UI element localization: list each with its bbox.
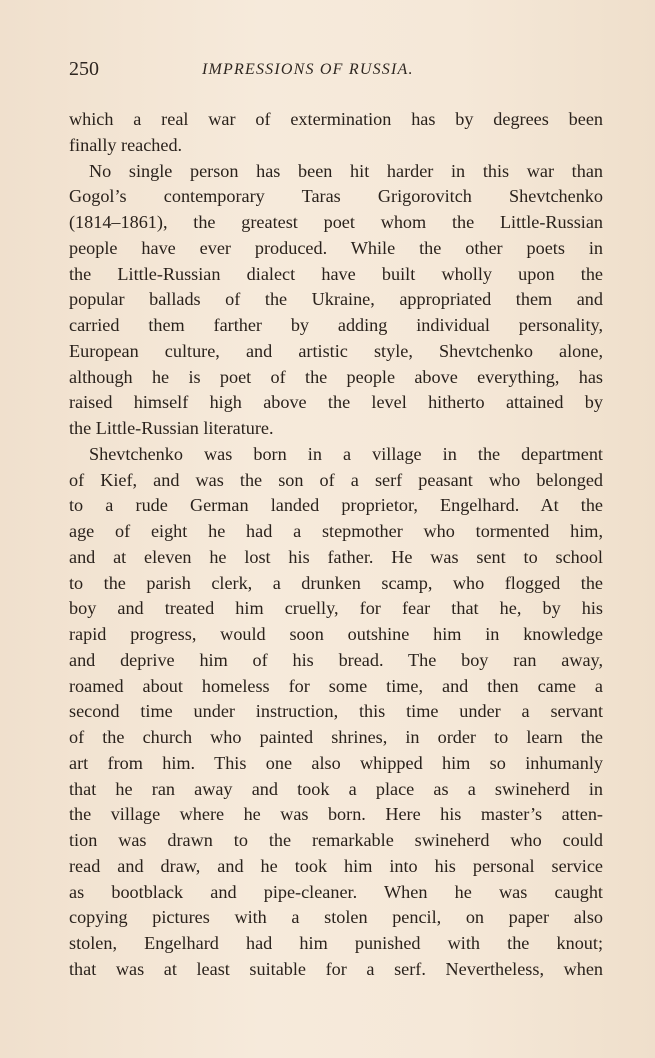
text-line: popular ballads of the Ukraine, appropriated them and [69,289,603,310]
text-line: people have ever produced. While the other poets in [69,237,603,258]
page-header [69,58,604,86]
text-line: No single person has been hit harder in this war than [89,160,603,181]
text-line: carried them farther by adding individual personality, [69,315,603,335]
text-line: the village where he was born. Here his master’s atten- [69,804,603,825]
text-line: European culture, and artistic style, Shevtchenko alone, [69,340,603,361]
text-line: that he ran away and took a place as a swineherd in [69,778,603,799]
text-line: finally reached. [69,134,183,155]
text-line: roamed about homeless for some time, and then came a [69,675,603,696]
page-number: 250 [69,58,99,80]
text-line: read and draw, and he took him into his personal service [69,855,603,876]
text-line: as bootblack and pipe-cleaner. When he was caught [69,881,603,902]
text-line: the Little-Russian literature. [69,418,274,438]
text-line: tion was drawn to the remarkable swineherd who could [69,830,603,850]
text-line: boy and treated him cruelly, for fear that he, by his [69,598,603,619]
text-line: Shevtchenko was born in a village in the department [89,443,603,464]
text-line: to a rude German landed proprietor, Engelhard. At the [69,495,603,516]
text-line: stolen, Engelhard had him punished with the knout; [69,933,603,953]
text-line: although he is poet of the people above everything, has [69,366,603,387]
text-line: and deprive him of his bread. The boy ran away, [69,649,603,670]
text-line: art from him. This one also whipped him so inhumanly [69,752,603,773]
text-line: raised himself high above the level hitherto attained by [69,392,603,413]
body-text [69,107,603,983]
running-title: IMPRESSIONS OF RUSSIA. [202,61,414,78]
text-line: rapid progress, would soon outshine him in knowledge [69,624,603,644]
text-line: (1814–1861), the greatest poet whom the Little-Russian [69,212,603,232]
text-line: age of eight he had a stepmother who tormented him, [69,521,603,541]
text-line: Gogol’s contemporary Taras Grigorovitch Shevtchenko [69,186,603,207]
text-line: of Kief, and was the son of a serf peasant who belonged [69,469,603,490]
text-line: of the church who painted shrines, in order to learn the [69,727,603,747]
text-line: the Little-Russian dialect have built wholly upon the [69,263,603,284]
text-line: which a real war of extermination has by degrees been [69,109,603,129]
text-line: that was at least suitable for a serf. Nevertheless, when [69,958,603,979]
text-line: to the parish clerk, a drunken scamp, who flogged the [69,572,603,593]
text-line: second time under instruction, this time under a servant [69,701,603,722]
text-line: copying pictures with a stolen pencil, on paper also [69,907,603,928]
text-line: and at eleven he lost his father. He was sent to school [69,546,603,567]
